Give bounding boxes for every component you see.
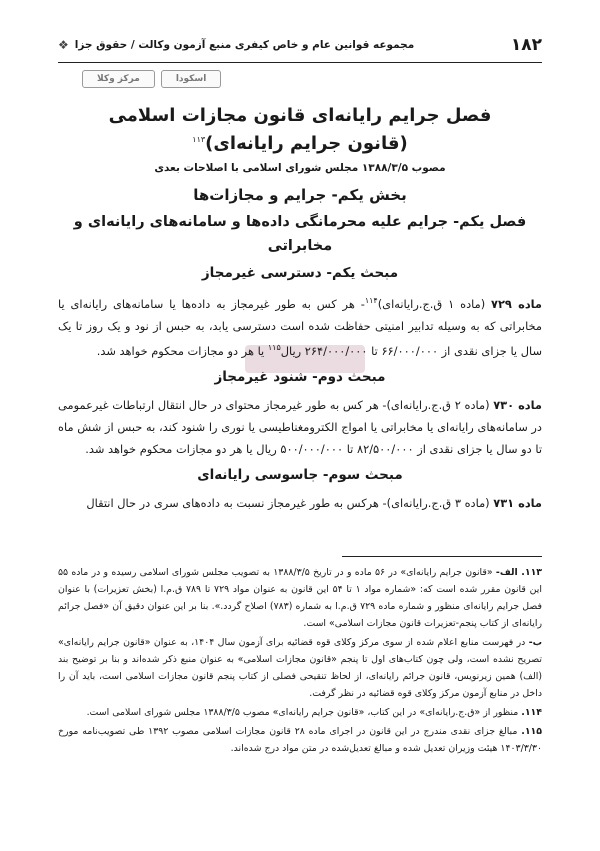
footnote-rule: [342, 556, 542, 557]
main-content: [58, 104, 542, 514]
page-number: ۱۸۲: [510, 35, 542, 55]
footnote-113a: ۱۱۳. الف- «قانون جرایم رایانه‌ای» در ۵۶ ماده و در تاریخ ۱۳۸۸/۳/۵ به تصویب مجلس شورای اسلامی رسیده و در ماده ۵۵ این قانون مقرر شده است که: «شماره مواد ۱ تا ۵۴ این قانون به عنوان مواد ۷۲۹ تا ۷۸۹ ق.م.ا (بخش تعزیرات) با عنوان فصل جرایم رایانه‌ای منظور و شماره ماده ۷۲۹ ق.م.ا به شماره (۷۸۳) اصلاح گردد.». بنا بر این عنوان دقیق آن «فصل جرائم رایانه‌ای از کتاب پنجم-تعزیرات قانون مجازات اسلامی» است.: [58, 567, 543, 629]
article-number: ماده ۷۳۱: [493, 495, 542, 510]
article-ref: (ماده ۲ ق.ج.رایانه‌ای): [386, 397, 490, 412]
chapter-heading: فصل یکم- جرایم علیه محرمانگی داده‌ها و سامانه‌های رایانه‌ای و مخابراتی: [73, 214, 527, 254]
footnote-113b: ب- در فهرست منابع اعلام شده از سوی مرکز وکلای قوه قضائیه برای آزمون سال ۱۴۰۴، به عنوان «قانون جرایم رایانه‌ای» تصریح نشده است، ولی چون کتاب‌های اول تا پنجم «قانون مجازات اسلامی» به عنوان منبع ذکر شده‌اند و بنا بر توضیح بند (الف) همین زیرنویس، قانون جرائم رایانه‌ای، از لحاظ تنقیحی فصلی از کتاب پنجم قانون مجازات اسلامی است، باید آن را داخل در منابع آزمون مرکز وکلای قوه قضائیه در نظر گرفت.: [58, 637, 542, 699]
footnote-114: ۱۱۴. منظور از «ق.ج.رایانه‌ای» در این کتاب، «قانون جرایم رایانه‌ای» مصوب ۱۳۸۸/۳/۵ مجلس شورای اسلامی است.: [86, 707, 542, 718]
footnote-ref[interactable]: ۱۱۳: [192, 135, 206, 144]
article-text: - هر کس به طور غیرمجاز به داده‌ها یا سامانه‌های رایانه‌ای یا مخابراتی که به وسیله تدابیر امنیتی حفاظت شده است دسترسی یابد، به حبس از نود و یک روز تا یک سال یا جزای نقدی از ۶۶/۰۰۰/۰۰۰ تا ۲۶۴/۰۰۰/۰۰۰ ریال: [58, 296, 542, 358]
part-heading: بخش یکم- جرایم و مجازات‌ها: [193, 186, 407, 204]
footnote-ref[interactable]: ۱۱۵: [267, 342, 281, 352]
footnote-115: ۱۱۵. مبالغ جزای نقدی مندرج در این قانون در اجرای ماده ۲۸ قانون مجازات اسلامی مصوب ۱۳۹۲ طی تصویب‌نامه مورخ ۱۴۰۳/۳/۳۰ هیئت وزیران تعدیل شده و مبالغ تعدیل‌شده در متن مواد درج شده‌اند.: [58, 726, 542, 754]
header-rule: [58, 62, 542, 63]
article-730: [58, 394, 542, 460]
approval-line: مصوب ۱۳۸۸/۳/۵ مجلس شورای اسلامی با اصلاحات بعدی: [154, 162, 446, 174]
footnotes: [58, 564, 542, 759]
tag-markaz-vokala[interactable]: مرکز وکلا: [82, 70, 155, 88]
article-number: ماده ۷۳۰: [493, 397, 542, 412]
law-title: فصل جرایم رایانه‌ای قانون مجازات اسلامی: [108, 105, 492, 126]
topic-heading-1: مبحث یکم- دسترسی غیرمجاز: [201, 265, 399, 281]
footnote-ref[interactable]: ۱۱۴: [364, 296, 378, 305]
article-text: - هرکس به طور غیرمجاز نسبت به داده‌های سری در حال انتقال: [86, 495, 387, 510]
article-ref: (ماده ۱ ق.ج.رایانه‌ای): [377, 296, 486, 311]
book-title: مجموعه قوانین عام و خاص کیفری منبع آزمون وکالت / حقوق جزا: [74, 39, 415, 51]
ornament-icon: ❖: [58, 38, 69, 52]
running-header: [58, 34, 542, 56]
article-ref: (ماده ۳ ق.ج.رایانه‌ای): [386, 495, 490, 510]
topic-heading-2: مبحث دوم- شنود غیرمجاز: [214, 368, 386, 385]
tag-scoda[interactable]: اسکودا: [161, 70, 222, 88]
topic-heading-3: مبحث سوم- جاسوسی رایانه‌ای: [197, 466, 403, 483]
article-text-tail: یا هر دو مجازات محکوم خواهد شد.: [96, 343, 268, 358]
law-subtitle: (قانون جرایم رایانه‌ای)$^{۱۱۳}$: [192, 133, 408, 154]
article-731: [58, 492, 542, 514]
law-title-block: [58, 104, 542, 176]
header-title-group: [58, 38, 414, 52]
article-729: [58, 290, 542, 362]
article-number: ماده ۷۲۹: [491, 296, 542, 311]
article-text: - هر کس به طور غیرمجاز محتوای در حال انتقال ارتباطات غیرعمومی در سامانه‌های رایانه‌ای یا مخابراتی یا امواج الکترومغناطیسی یا نوری را شنود کند، به حبس از شش ماه تا دو سال یا جزای نقدی از ۸۲/۵۰۰/۰۰۰ تا ۵۰۰/۰۰۰/۰۰۰ ریال یا هر دو مجازات محکوم خواهد شد.: [58, 397, 542, 456]
tag-group: [82, 70, 221, 88]
